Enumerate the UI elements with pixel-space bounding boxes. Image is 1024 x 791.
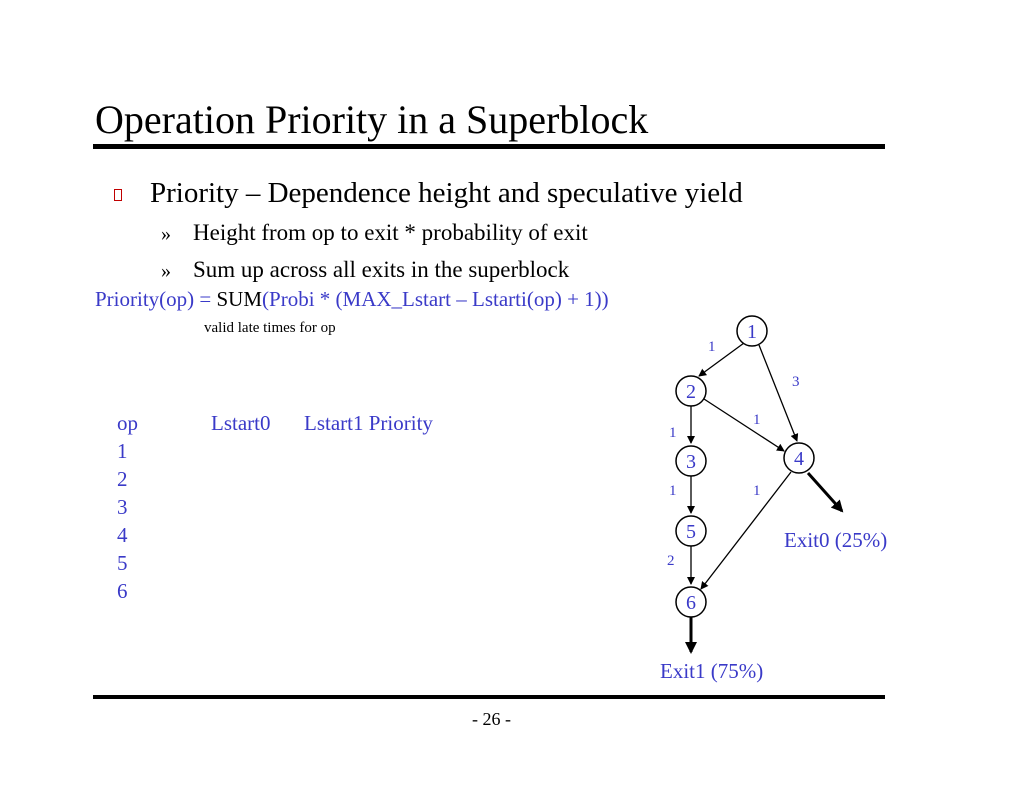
edge-1-2	[699, 343, 744, 376]
node-label: 1	[747, 321, 757, 343]
edge-label-2-4: 1	[753, 412, 761, 428]
table-header-lstart0: Lstart0	[211, 411, 271, 435]
table-row-op: 2	[117, 467, 128, 491]
exit1-label: Exit1 (75%)	[660, 659, 764, 683]
edge-4-6	[701, 472, 791, 589]
table-row-op: 3	[117, 495, 128, 519]
graph-node-6	[676, 587, 706, 617]
node-label: 3	[686, 451, 696, 473]
sub-bullet-text: Sum up across all exits in the superblock	[193, 257, 570, 282]
sub-bullet-text: Height from op to exit * probability of exit	[193, 220, 588, 245]
edge-label-2-3: 1	[669, 425, 677, 441]
edge-label-4-6: 1	[753, 483, 761, 499]
edge-label-3-5: 1	[669, 483, 677, 499]
exit0-label: Exit0 (25%)	[784, 528, 888, 552]
footer-rule	[93, 695, 885, 699]
graph-node-4	[784, 443, 814, 473]
edge-label-1-2: 1	[708, 339, 716, 355]
edge-2-4	[704, 399, 784, 451]
slide-title: Operation Priority in a Superblock	[95, 97, 649, 142]
table-row-op: 1	[117, 439, 128, 463]
node-label: 6	[686, 592, 696, 614]
node-label: 2	[686, 381, 696, 403]
table-row-op: 4	[117, 523, 128, 547]
table-header-op: op	[117, 411, 138, 435]
formula-part: (Probi * (MAX_Lstart – Lstarti(op) + 1))	[262, 287, 609, 311]
graph-node-1	[737, 316, 767, 346]
table-row-op: 5	[117, 551, 128, 575]
graph-node-2	[676, 376, 706, 406]
main-bullet-text: Priority – Dependence height and speculative yield	[150, 177, 743, 209]
table-row-op: 6	[117, 579, 128, 603]
formula-part: Priority(op) =	[95, 287, 217, 311]
graph-node-3	[676, 446, 706, 476]
page-number: - 26 -	[472, 709, 511, 729]
edge-1-4	[759, 345, 797, 441]
sub-bullet-marker: »	[161, 260, 171, 282]
node-label: 4	[794, 448, 804, 470]
node-label: 5	[686, 521, 696, 543]
exit0-edge	[808, 473, 842, 511]
formula-note: valid late times for op	[204, 320, 336, 336]
table-header-lstart1-priority: Lstart1 Priority	[304, 411, 433, 435]
formula-sum: SUM	[216, 287, 263, 311]
graph-node-5	[676, 516, 706, 546]
edge-label-1-4: 3	[792, 374, 800, 390]
sub-bullet-marker: »	[161, 223, 171, 245]
edge-label-5-6: 2	[667, 553, 675, 569]
